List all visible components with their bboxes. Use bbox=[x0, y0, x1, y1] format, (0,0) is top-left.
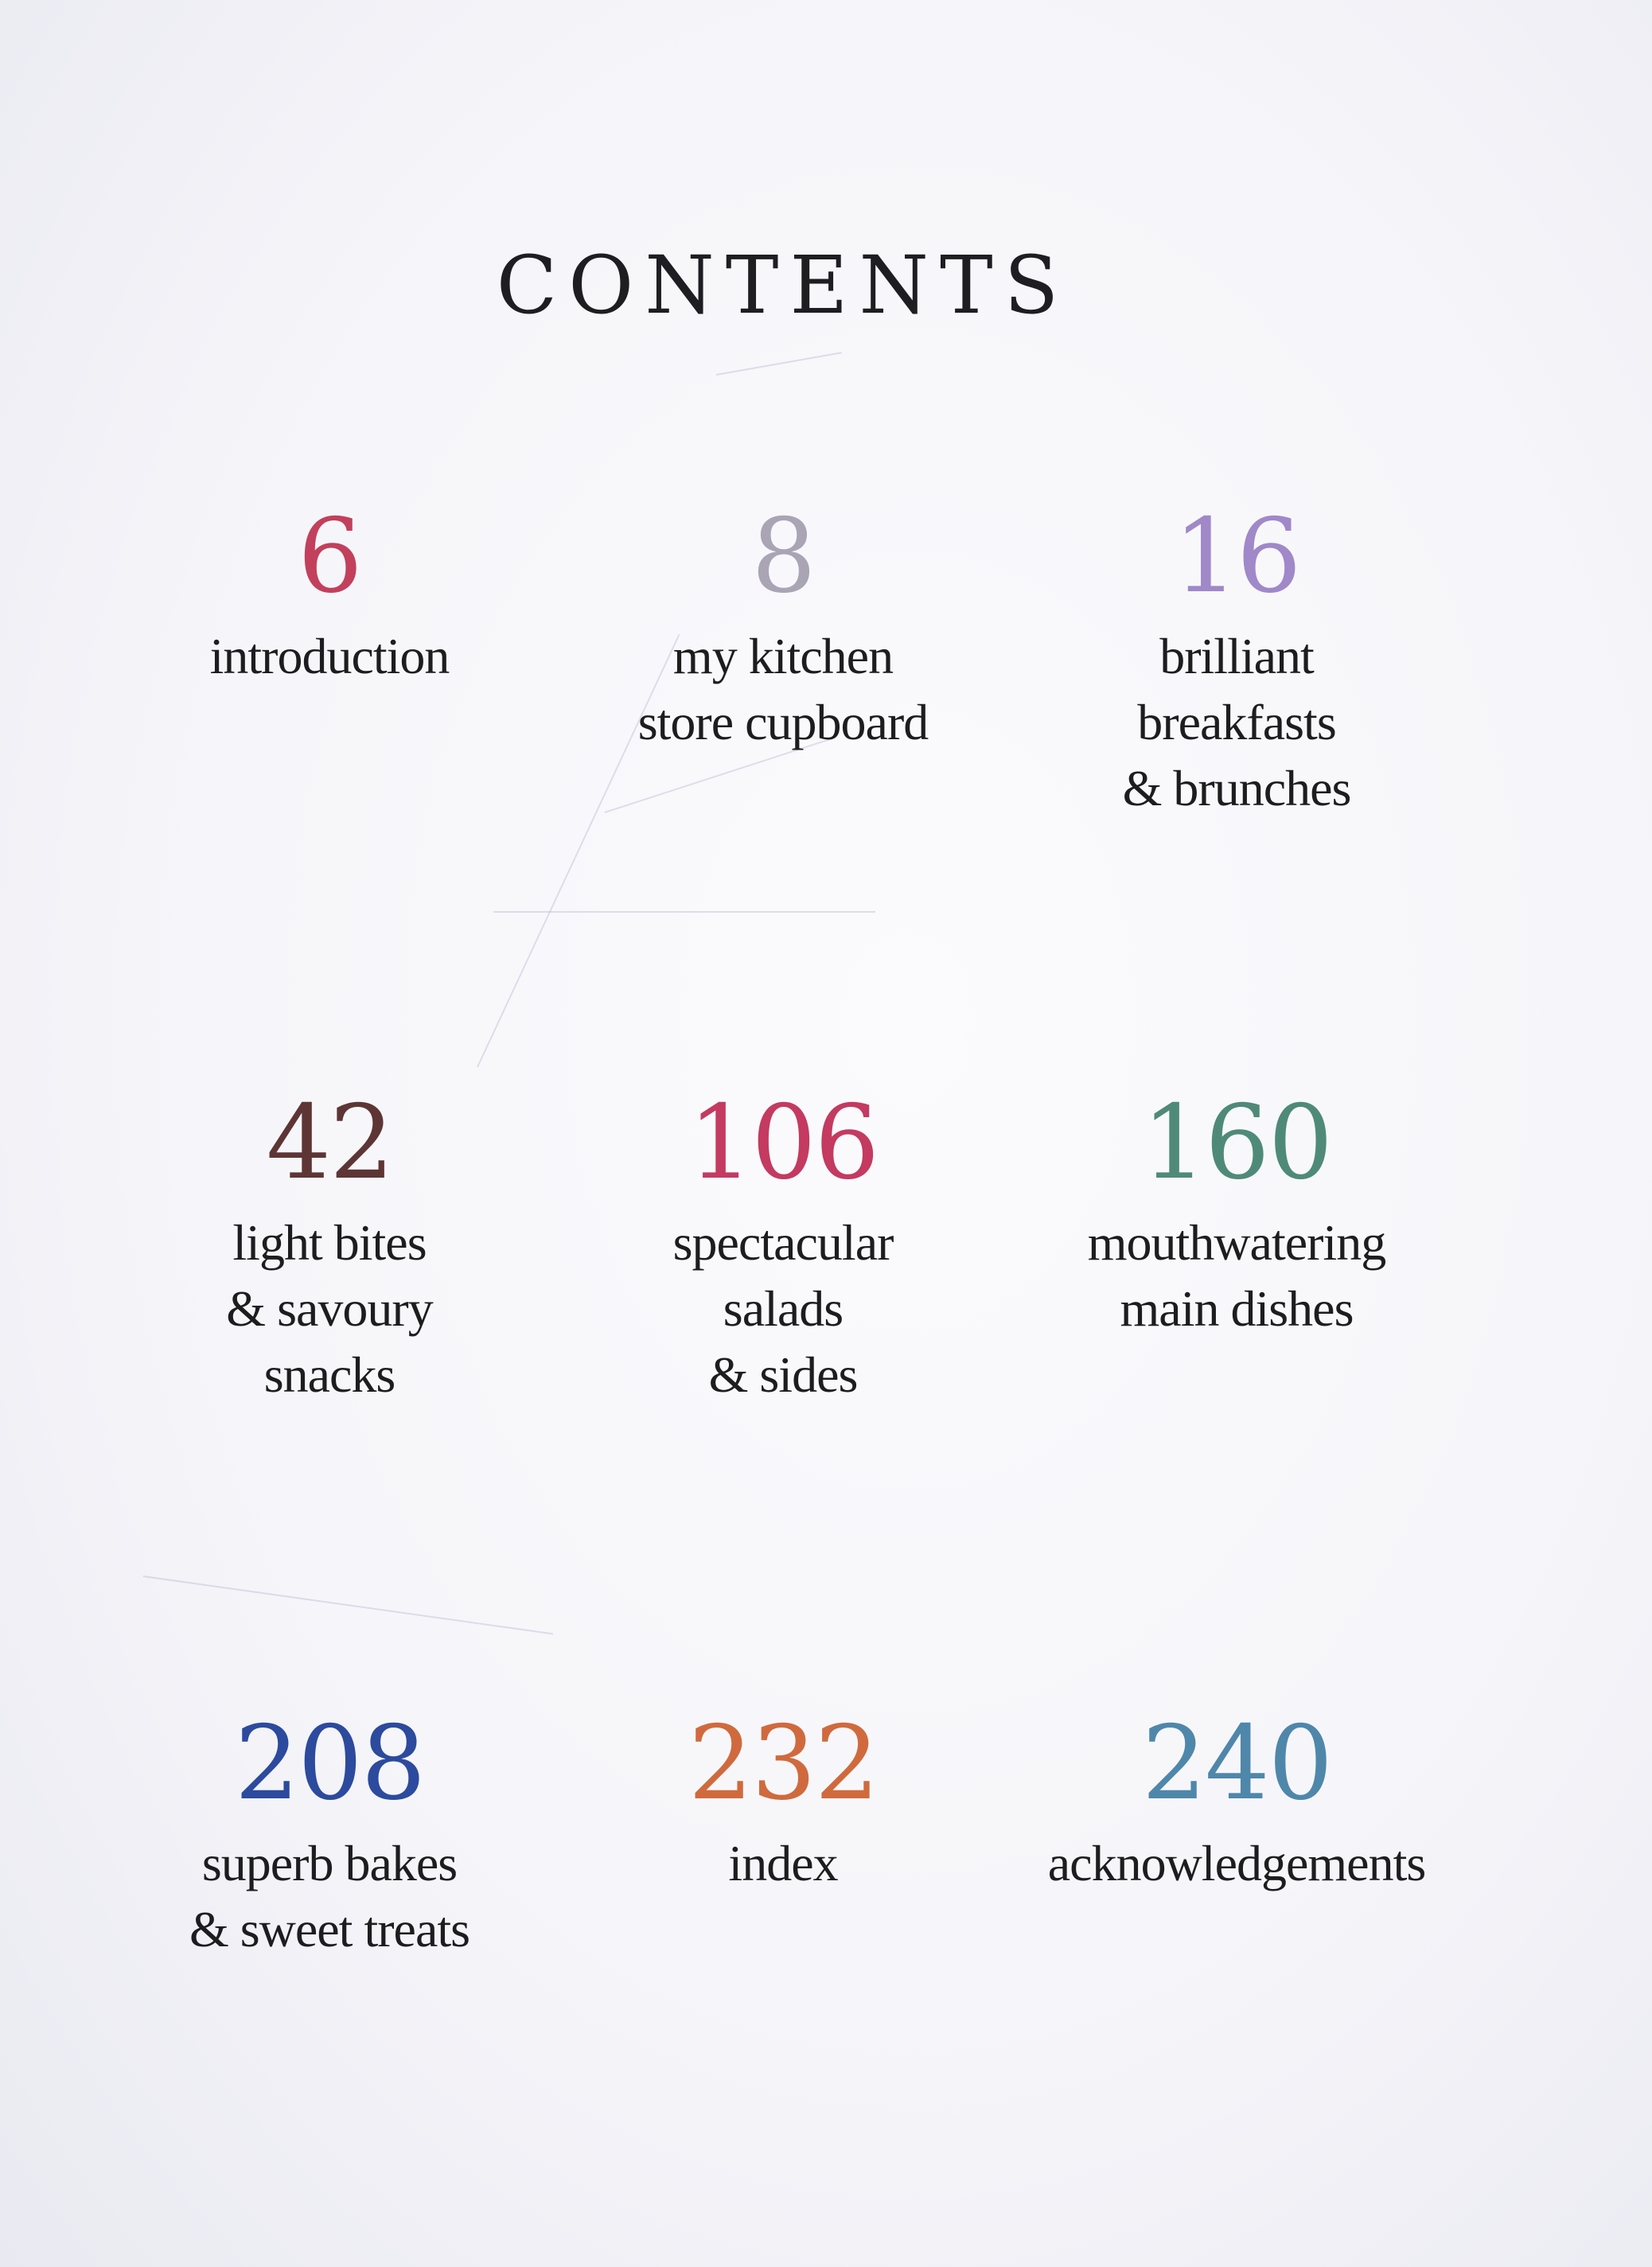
paper-scratch bbox=[493, 911, 875, 913]
toc-entry-light-bites[interactable] bbox=[107, 1084, 552, 1408]
toc-entry-acknowledgements[interactable] bbox=[1014, 1704, 1459, 1896]
entry-title: index bbox=[728, 1835, 838, 1891]
entry-title: superb bakes & sweet treats bbox=[189, 1835, 470, 1957]
toc-entry-main-dishes[interactable] bbox=[1014, 1084, 1459, 1342]
paper-scratch bbox=[143, 1576, 553, 1634]
page-number: 16 bbox=[1173, 497, 1300, 616]
entry-title: brilliant breakfasts & brunches bbox=[1122, 628, 1351, 816]
page-title: CONTENTS bbox=[496, 239, 1070, 332]
toc-entry-breakfasts[interactable] bbox=[1014, 497, 1459, 821]
page-number: 240 bbox=[1141, 1704, 1332, 1823]
page-number: 6 bbox=[298, 497, 361, 616]
page-number: 232 bbox=[688, 1704, 879, 1823]
entry-title: my kitchen store cupboard bbox=[637, 628, 929, 750]
paper-scratch bbox=[716, 352, 842, 376]
toc-entry-salads[interactable] bbox=[560, 1084, 1006, 1408]
page-number: 8 bbox=[751, 497, 815, 616]
page-number: 208 bbox=[234, 1704, 425, 1823]
toc-entry-index[interactable] bbox=[560, 1704, 1006, 1896]
page-number: 106 bbox=[688, 1084, 879, 1202]
toc-entry-bakes[interactable] bbox=[107, 1704, 552, 1962]
entry-title: light bites & savoury snacks bbox=[226, 1214, 433, 1403]
page-number: 160 bbox=[1141, 1084, 1332, 1202]
toc-entry-introduction[interactable] bbox=[107, 497, 552, 689]
entry-title: spectacular salads & sides bbox=[672, 1214, 894, 1403]
entry-title: acknowledgements bbox=[1047, 1835, 1426, 1891]
entry-title: mouthwatering main dishes bbox=[1087, 1214, 1386, 1337]
toc-entry-kitchen[interactable] bbox=[560, 497, 1006, 755]
entry-title: introduction bbox=[209, 628, 450, 684]
page-number: 42 bbox=[266, 1084, 393, 1202]
